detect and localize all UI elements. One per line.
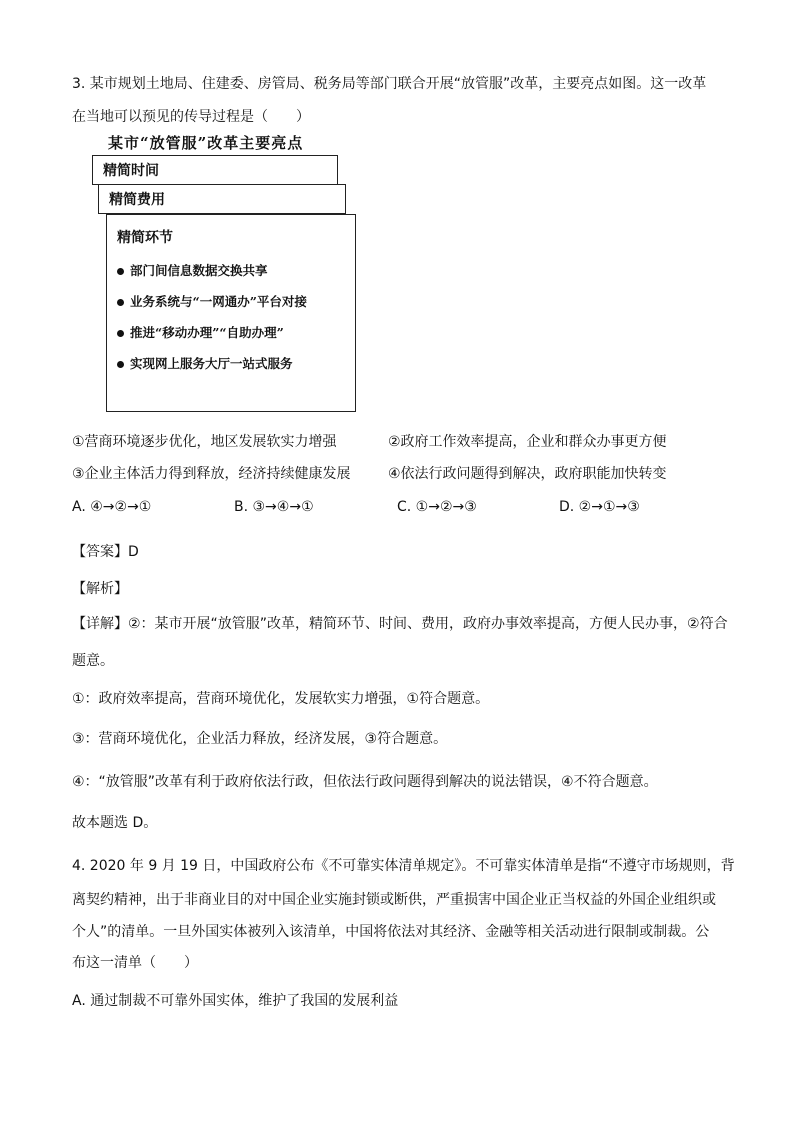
question-4-line2: 离契约精神，出于非商业目的对中国企业实施封锁或断供，严重损害中国企业正当权益的外国企业组织或 bbox=[72, 892, 716, 908]
choice-b: B. ③→④→① bbox=[234, 499, 314, 515]
choice-c: C. ①→②→③ bbox=[397, 499, 477, 515]
statement-3: ③企业主体活力得到释放，经济持续健康发展 bbox=[72, 466, 351, 482]
statement-2: ②政府工作效率提高，企业和群众办事更方便 bbox=[388, 434, 667, 450]
detail-analysis-3: ③：营商环境优化，企业活力释放，经济发展，③符合题意。 bbox=[72, 731, 448, 747]
detail-conclusion: 故本题选 D。 bbox=[72, 815, 158, 831]
bullet-item: 业务系统与“一网通办”平台对接 bbox=[117, 292, 307, 323]
bullet-item: 部门间信息数据交换共享 bbox=[117, 261, 307, 292]
steps-bullet-list bbox=[117, 261, 307, 385]
analysis-header: 【解析】 bbox=[72, 581, 128, 597]
bullet-dot-icon bbox=[117, 299, 124, 306]
bullet-item: 实现网上服务大厅一站式服务 bbox=[117, 354, 307, 385]
question-3-stem-line1: 3. 某市规划土地局、住建委、房管局、税务局等部门联合开展“放管服”改革，主要亮点如图。这一改革 bbox=[72, 76, 707, 92]
detail-analysis-1: ①：政府效率提高，营商环境优化，发展软实力增强，①符合题意。 bbox=[72, 691, 490, 707]
statement-4: ④依法行政问题得到解决，政府职能加快转变 bbox=[388, 466, 667, 482]
card-simplify-steps bbox=[106, 214, 356, 412]
reform-highlights-figure bbox=[90, 130, 370, 420]
card-simplify-time bbox=[92, 155, 338, 185]
bullet-dot-icon bbox=[117, 361, 124, 368]
bullet-item: 推进“移动办理”“自助办理” bbox=[117, 323, 307, 354]
question-4-line4: 布这一清单（ ） bbox=[72, 955, 198, 971]
question-3-stem-line2: 在当地可以预见的传导过程是（ ） bbox=[72, 109, 310, 125]
question-4-line3: 个人”的清单。一旦外国实体被列入该清单，中国将依法对其经济、金融等相关活动进行限制或制裁。公 bbox=[72, 924, 710, 940]
card-simplify-cost bbox=[98, 184, 346, 214]
card-label-cost: 精简费用 bbox=[109, 192, 165, 208]
statement-1: ①营商环境逐步优化，地区发展软实力增强 bbox=[72, 434, 337, 450]
question-4-line1: 4. 2020 年 9 月 19 日，中国政府公布《不可靠实体清单规定》。不可靠实体清单是指“不遵守市场规则，背 bbox=[72, 858, 735, 874]
detail-line-1: 【详解】②：某市开展“放管服”改革，精简环节、时间、费用，政府办事效率提高，方便人民办事，②符合 bbox=[72, 616, 728, 632]
question-4-option-a: A. 通过制裁不可靠外国实体，维护了我国的发展利益 bbox=[72, 993, 399, 1009]
figure-title: 某市“放管服”改革主要亮点 bbox=[108, 134, 304, 152]
choice-a: A. ④→②→① bbox=[72, 499, 152, 515]
card-label-steps: 精简环节 bbox=[117, 230, 173, 246]
bullet-dot-icon bbox=[117, 330, 124, 337]
choice-d: D. ②→①→③ bbox=[559, 499, 640, 515]
detail-analysis-4: ④：“放管服”改革有利于政府依法行政，但依法行政问题得到解决的说法错误，④不符合题意。 bbox=[72, 774, 658, 790]
bullet-dot-icon bbox=[117, 268, 124, 275]
answer-line: 【答案】D bbox=[72, 544, 139, 560]
detail-line-1b: 题意。 bbox=[72, 653, 114, 669]
card-label-time: 精简时间 bbox=[103, 163, 159, 179]
